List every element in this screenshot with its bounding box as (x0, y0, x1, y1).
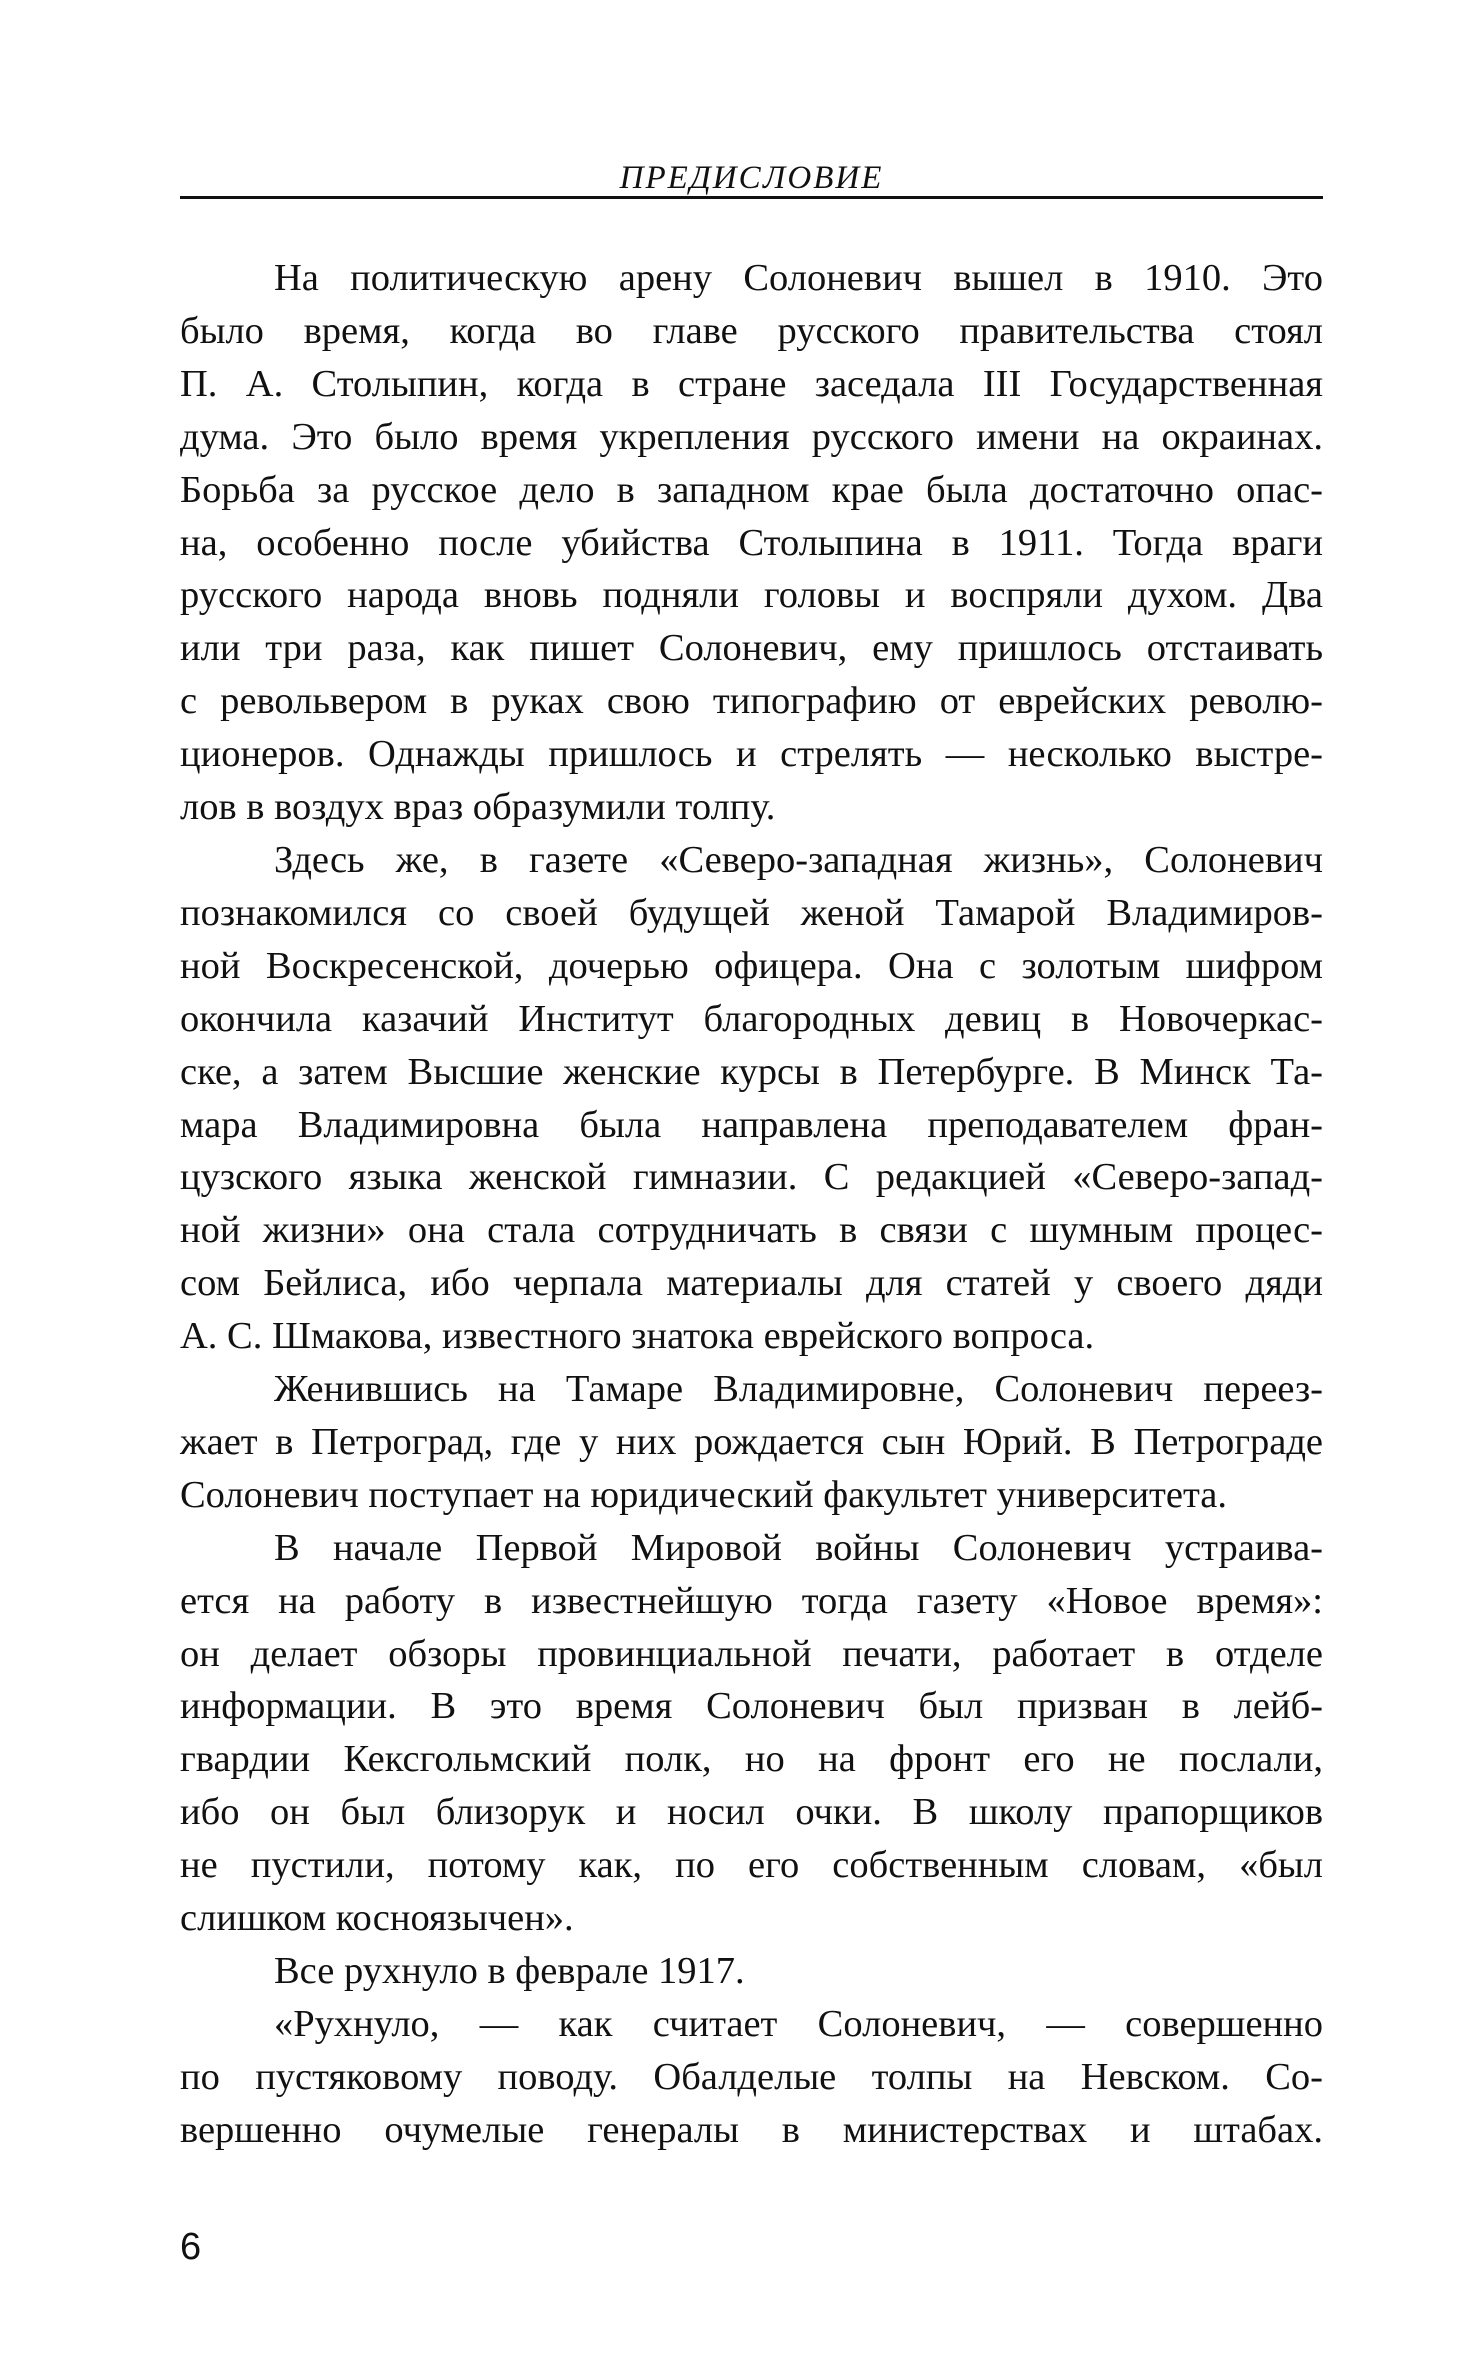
text-line: П. А. Столыпин, когда в стране заседала III Государственная (180, 362, 1323, 405)
paragraph (180, 252, 1323, 834)
text-line: Борьба за русское дело в западном крае была достаточно опас- (180, 468, 1323, 511)
text-line: информации. В это время Солоневич был призван в лейб- (180, 1685, 1323, 1728)
text-line: мара Владимировна была направлена преподавателем фран- (180, 1103, 1323, 1146)
text-line: дума. Это было время укрепления русского имени на окраинах. (180, 415, 1323, 458)
text-line: было время, когда во главе русского правительства стоял (180, 309, 1323, 352)
header-rule (180, 196, 1323, 199)
paragraph (180, 1998, 1323, 2157)
text-line: по пустяковому поводу. Обалделые толпы на Невском. Со- (180, 2055, 1323, 2098)
text-line: на, особенно после убийства Столыпина в 1911. Тогда враги (180, 521, 1323, 564)
text-line: «Рухнуло, — как считает Солоневич, — совершенно (274, 2002, 1323, 2045)
paragraph (180, 1522, 1323, 1945)
paragraph (180, 1945, 1323, 1998)
text-line: жает в Петроград, где у них рождается сын Юрий. В Петрограде (180, 1420, 1323, 1463)
text-line: гвардии Кексгольмский полк, но на фронт его не послали, (180, 1738, 1323, 1781)
text-line: ибо он был близорук и носил очки. В школу прапорщиков (180, 1791, 1323, 1834)
text-line: он делает обзоры провинциальной печати, работает в отделе (180, 1632, 1323, 1675)
text-line: А. С. Шмакова, известного знатока еврейского вопроса. (180, 1315, 1095, 1358)
text-line: слишком косноязычен». (180, 1897, 574, 1940)
paragraph (180, 834, 1323, 1363)
text-line: Солоневич поступает на юридический факультет университета. (180, 1473, 1227, 1516)
text-line: ционеров. Однажды пришлось и стрелять — несколько выстре- (180, 733, 1323, 776)
text-line: или три раза, как пишет Солоневич, ему пришлось отстаивать (180, 627, 1323, 670)
text-line: с револьвером в руках свою типографию от еврейских револю- (180, 680, 1323, 723)
page-number: 6 (180, 2226, 202, 2268)
text-line: вершенно очумелые генералы в министерствах и штабах. (180, 2108, 1323, 2151)
text-line: ной Воскресенской, дочерью офицера. Она с золотым шифром (180, 944, 1323, 987)
body-text (180, 252, 1323, 2157)
text-line: Женившись на Тамаре Владимировне, Солоневич переез- (274, 1368, 1323, 1411)
text-line: ске, а затем Высшие женские курсы в Петербурге. В Минск Та- (180, 1050, 1323, 1093)
running-title: ПРЕДИСЛОВИЕ (619, 160, 884, 196)
text-line: сом Бейлиса, ибо черпала материалы для статей у своего дяди (180, 1262, 1323, 1305)
text-line: Все рухнуло в феврале 1917. (274, 1950, 745, 1992)
text-line: В начале Первой Мировой войны Солоневич устраива- (274, 1526, 1323, 1569)
text-line: лов в воздух враз образумили толпу. (180, 786, 776, 829)
text-line: ется на работу в известнейшую тогда газету «Новое время»: (180, 1579, 1323, 1622)
text-line: не пустили, потому как, по его собственным словам, «был (180, 1844, 1323, 1887)
paragraph (180, 1363, 1323, 1522)
text-line: Здесь же, в газете «Северо-западная жизнь», Солоневич (274, 838, 1323, 881)
text-line: На политическую арену Солоневич вышел в 1910. Это (274, 257, 1323, 299)
text-line: ной жизни» она стала сотрудничать в связи с шумным процес- (180, 1209, 1323, 1252)
text-line: окончила казачий Институт благородных девиц в Новочеркас- (180, 997, 1323, 1040)
text-line: русского народа вновь подняли головы и воспряли духом. Два (180, 574, 1323, 617)
text-line: цузского языка женской гимназии. С редакцией «Северо-запад- (180, 1156, 1323, 1199)
text-line: познакомился со своей будущей женой Тамарой Владимиров- (180, 891, 1323, 934)
